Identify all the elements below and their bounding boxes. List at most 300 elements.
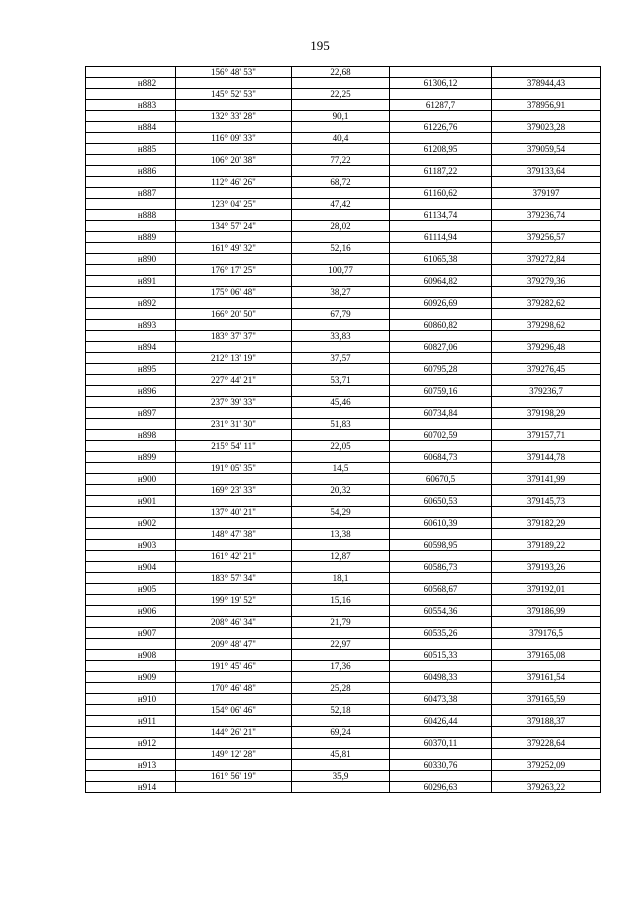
length-cell: 21,79 (292, 617, 390, 628)
point-row (86, 144, 601, 155)
x-cell (390, 265, 492, 276)
length-cell: 40,4 (292, 133, 390, 144)
x-cell: 60296,63 (390, 782, 492, 793)
length-cell: 38,27 (292, 287, 390, 298)
y-cell: 379256,57 (492, 232, 601, 243)
angle-cell: 144° 26' 21" (176, 727, 292, 738)
angle-cell (176, 342, 292, 353)
segment-row (86, 397, 601, 408)
y-cell (492, 441, 601, 452)
angle-cell: 116° 09' 33" (176, 133, 292, 144)
point-cell: н892 (86, 298, 176, 309)
x-cell: 60568,67 (390, 584, 492, 595)
point-cell: н905 (86, 584, 176, 595)
x-cell: 61160,62 (390, 188, 492, 199)
y-cell (492, 683, 601, 694)
y-cell: 379165,59 (492, 694, 601, 705)
length-cell (292, 320, 390, 331)
angle-cell (176, 232, 292, 243)
y-cell (492, 551, 601, 562)
x-cell (390, 727, 492, 738)
point-cell: н910 (86, 694, 176, 705)
x-cell: 60610,39 (390, 518, 492, 529)
length-cell: 54,29 (292, 507, 390, 518)
length-cell: 45,81 (292, 749, 390, 760)
segment-row (86, 485, 601, 496)
length-cell (292, 716, 390, 727)
angle-cell: 208° 46' 34" (176, 617, 292, 628)
angle-cell (176, 386, 292, 397)
angle-cell (176, 122, 292, 133)
x-cell (390, 397, 492, 408)
point-cell (86, 111, 176, 122)
x-cell: 60670,5 (390, 474, 492, 485)
length-cell: 90,1 (292, 111, 390, 122)
point-cell: н903 (86, 540, 176, 551)
length-cell: 53,71 (292, 375, 390, 386)
x-cell: 60684,73 (390, 452, 492, 463)
point-cell (86, 133, 176, 144)
angle-cell: 145° 52' 53" (176, 89, 292, 100)
angle-cell (176, 716, 292, 727)
point-row (86, 298, 601, 309)
y-cell (492, 89, 601, 100)
angle-cell (176, 694, 292, 705)
point-cell (86, 529, 176, 540)
angle-cell (176, 144, 292, 155)
y-cell: 379252,09 (492, 760, 601, 771)
x-cell (390, 199, 492, 210)
point-row (86, 584, 601, 595)
point-row (86, 628, 601, 639)
y-cell: 379198,29 (492, 408, 601, 419)
angle-cell (176, 474, 292, 485)
segment-row (86, 507, 601, 518)
y-cell (492, 177, 601, 188)
length-cell (292, 342, 390, 353)
point-row (86, 408, 601, 419)
segment-row (86, 617, 601, 628)
x-cell: 60473,38 (390, 694, 492, 705)
length-cell: 77,22 (292, 155, 390, 166)
length-cell (292, 188, 390, 199)
angle-cell (176, 210, 292, 221)
point-cell: н897 (86, 408, 176, 419)
point-cell: н885 (86, 144, 176, 155)
x-cell (390, 529, 492, 540)
segment-row (86, 199, 601, 210)
segment-row (86, 639, 601, 650)
point-cell: н882 (86, 78, 176, 89)
x-cell: 60926,69 (390, 298, 492, 309)
x-cell (390, 67, 492, 78)
y-cell (492, 199, 601, 210)
segment-row (86, 221, 601, 232)
angle-cell: 191° 45' 46" (176, 661, 292, 672)
length-cell (292, 518, 390, 529)
angle-cell: 154° 06' 46" (176, 705, 292, 716)
y-cell (492, 133, 601, 144)
x-cell (390, 287, 492, 298)
x-cell (390, 573, 492, 584)
y-cell: 379236,74 (492, 210, 601, 221)
point-cell: н884 (86, 122, 176, 133)
angle-cell: 199° 19' 52" (176, 595, 292, 606)
segment-row (86, 111, 601, 122)
y-cell: 378944,43 (492, 78, 601, 89)
point-cell (86, 265, 176, 276)
point-cell: н900 (86, 474, 176, 485)
x-cell: 60370,11 (390, 738, 492, 749)
point-row (86, 694, 601, 705)
x-cell (390, 771, 492, 782)
angle-cell: 237° 39' 33" (176, 397, 292, 408)
y-cell (492, 595, 601, 606)
length-cell: 22,05 (292, 441, 390, 452)
x-cell: 60827,06 (390, 342, 492, 353)
segment-row (86, 419, 601, 430)
point-cell (86, 67, 176, 78)
point-cell (86, 573, 176, 584)
segment-row (86, 441, 601, 452)
length-cell (292, 430, 390, 441)
point-cell (86, 507, 176, 518)
point-row (86, 386, 601, 397)
point-row (86, 760, 601, 771)
y-cell (492, 331, 601, 342)
length-cell: 28,02 (292, 221, 390, 232)
length-cell (292, 474, 390, 485)
point-row (86, 166, 601, 177)
point-cell: н898 (86, 430, 176, 441)
segment-row (86, 309, 601, 320)
segment-row (86, 265, 601, 276)
x-cell (390, 485, 492, 496)
x-cell: 61287,7 (390, 100, 492, 111)
length-cell (292, 408, 390, 419)
y-cell: 379182,29 (492, 518, 601, 529)
angle-cell: 215° 54' 11" (176, 441, 292, 452)
length-cell: 68,72 (292, 177, 390, 188)
y-cell: 379193,26 (492, 562, 601, 573)
point-cell: н895 (86, 364, 176, 375)
length-cell: 33,83 (292, 331, 390, 342)
point-cell (86, 155, 176, 166)
angle-cell (176, 298, 292, 309)
segment-row (86, 177, 601, 188)
segment-row (86, 243, 601, 254)
length-cell: 100,77 (292, 265, 390, 276)
point-cell: н908 (86, 650, 176, 661)
point-cell (86, 221, 176, 232)
x-cell (390, 617, 492, 628)
x-cell (390, 111, 492, 122)
x-cell: 60330,76 (390, 760, 492, 771)
length-cell: 17,36 (292, 661, 390, 672)
point-row (86, 562, 601, 573)
point-row (86, 474, 601, 485)
angle-cell (176, 628, 292, 639)
angle-cell: 209° 48' 47" (176, 639, 292, 650)
x-cell: 60702,59 (390, 430, 492, 441)
y-cell (492, 573, 601, 584)
angle-cell: 161° 56' 19" (176, 771, 292, 782)
angle-cell (176, 584, 292, 595)
x-cell: 60795,28 (390, 364, 492, 375)
x-cell (390, 749, 492, 760)
x-cell: 60734,84 (390, 408, 492, 419)
y-cell: 379296,48 (492, 342, 601, 353)
y-cell: 379188,37 (492, 716, 601, 727)
angle-cell (176, 760, 292, 771)
coordinates-table-body (86, 67, 601, 793)
y-cell: 379145,73 (492, 496, 601, 507)
y-cell: 379192,01 (492, 584, 601, 595)
angle-cell (176, 606, 292, 617)
angle-cell: 170° 46' 48" (176, 683, 292, 694)
point-cell (86, 243, 176, 254)
x-cell (390, 243, 492, 254)
x-cell (390, 419, 492, 430)
length-cell (292, 628, 390, 639)
point-cell (86, 375, 176, 386)
y-cell (492, 661, 601, 672)
angle-cell (176, 518, 292, 529)
angle-cell (176, 276, 292, 287)
x-cell (390, 595, 492, 606)
segment-row (86, 353, 601, 364)
x-cell: 60759,16 (390, 386, 492, 397)
point-cell (86, 595, 176, 606)
point-row (86, 606, 601, 617)
x-cell: 60964,82 (390, 276, 492, 287)
y-cell: 379186,99 (492, 606, 601, 617)
x-cell: 61208,95 (390, 144, 492, 155)
x-cell (390, 551, 492, 562)
y-cell (492, 705, 601, 716)
point-cell (86, 199, 176, 210)
point-row (86, 672, 601, 683)
segment-row (86, 463, 601, 474)
length-cell: 20,32 (292, 485, 390, 496)
angle-cell: 183° 57' 34" (176, 573, 292, 584)
y-cell: 379197 (492, 188, 601, 199)
angle-cell: 176° 17' 25" (176, 265, 292, 276)
point-cell: н901 (86, 496, 176, 507)
length-cell (292, 496, 390, 507)
length-cell: 25,28 (292, 683, 390, 694)
angle-cell: 106° 20' 38" (176, 155, 292, 166)
length-cell: 52,16 (292, 243, 390, 254)
angle-cell: 148° 47' 38" (176, 529, 292, 540)
angle-cell (176, 188, 292, 199)
y-cell (492, 639, 601, 650)
y-cell: 379176,5 (492, 628, 601, 639)
length-cell (292, 540, 390, 551)
x-cell: 60535,26 (390, 628, 492, 639)
point-row (86, 716, 601, 727)
segment-row (86, 705, 601, 716)
angle-cell (176, 100, 292, 111)
point-cell: н909 (86, 672, 176, 683)
point-cell (86, 331, 176, 342)
angle-cell: 161° 42' 21" (176, 551, 292, 562)
x-cell: 61134,74 (390, 210, 492, 221)
length-cell (292, 584, 390, 595)
length-cell: 52,18 (292, 705, 390, 716)
length-cell: 69,24 (292, 727, 390, 738)
angle-cell: 156° 48' 53" (176, 67, 292, 78)
point-cell (86, 463, 176, 474)
x-cell: 61114,94 (390, 232, 492, 243)
length-cell: 22,25 (292, 89, 390, 100)
length-cell: 51,83 (292, 419, 390, 430)
x-cell (390, 463, 492, 474)
point-row (86, 518, 601, 529)
angle-cell (176, 254, 292, 265)
angle-cell: 137° 40' 21" (176, 507, 292, 518)
point-cell: н894 (86, 342, 176, 353)
y-cell (492, 111, 601, 122)
y-cell: 379023,28 (492, 122, 601, 133)
length-cell: 14,5 (292, 463, 390, 474)
segment-row (86, 133, 601, 144)
x-cell (390, 705, 492, 716)
angle-cell (176, 540, 292, 551)
length-cell: 18,1 (292, 573, 390, 584)
y-cell (492, 265, 601, 276)
y-cell (492, 529, 601, 540)
point-row (86, 188, 601, 199)
length-cell (292, 144, 390, 155)
y-cell: 379161,54 (492, 672, 601, 683)
y-cell: 379236,7 (492, 386, 601, 397)
segment-row (86, 155, 601, 166)
point-cell (86, 309, 176, 320)
segment-row (86, 573, 601, 584)
point-row (86, 78, 601, 89)
x-cell (390, 309, 492, 320)
length-cell (292, 276, 390, 287)
x-cell: 60554,36 (390, 606, 492, 617)
point-row (86, 100, 601, 111)
point-cell (86, 661, 176, 672)
angle-cell: 166° 20' 50" (176, 309, 292, 320)
point-row (86, 276, 601, 287)
point-cell: н888 (86, 210, 176, 221)
length-cell (292, 782, 390, 793)
point-row (86, 364, 601, 375)
segment-row (86, 727, 601, 738)
point-row (86, 210, 601, 221)
point-cell (86, 287, 176, 298)
point-cell (86, 617, 176, 628)
y-cell: 379141,99 (492, 474, 601, 485)
y-cell: 379059,54 (492, 144, 601, 155)
point-cell: н883 (86, 100, 176, 111)
point-row (86, 232, 601, 243)
point-row (86, 650, 601, 661)
point-cell (86, 683, 176, 694)
y-cell (492, 507, 601, 518)
angle-cell: 161° 49' 32" (176, 243, 292, 254)
angle-cell (176, 78, 292, 89)
angle-cell (176, 408, 292, 419)
y-cell (492, 749, 601, 760)
length-cell: 47,42 (292, 199, 390, 210)
x-cell (390, 331, 492, 342)
x-cell (390, 441, 492, 452)
y-cell (492, 397, 601, 408)
point-cell: н904 (86, 562, 176, 573)
x-cell (390, 639, 492, 650)
angle-cell (176, 452, 292, 463)
angle-cell (176, 320, 292, 331)
y-cell (492, 221, 601, 232)
x-cell (390, 353, 492, 364)
angle-cell: 231° 31' 30" (176, 419, 292, 430)
x-cell (390, 133, 492, 144)
angle-cell (176, 364, 292, 375)
point-cell (86, 177, 176, 188)
angle-cell: 183° 37' 37" (176, 331, 292, 342)
angle-cell: 112° 46' 26" (176, 177, 292, 188)
length-cell: 22,97 (292, 639, 390, 650)
x-cell: 60598,95 (390, 540, 492, 551)
point-row (86, 738, 601, 749)
length-cell (292, 650, 390, 661)
angle-cell: 123° 04' 25" (176, 199, 292, 210)
point-row (86, 320, 601, 331)
angle-cell: 175° 06' 48" (176, 287, 292, 298)
y-cell: 379165,08 (492, 650, 601, 661)
segment-row (86, 331, 601, 342)
point-cell: н896 (86, 386, 176, 397)
length-cell (292, 452, 390, 463)
y-cell: 379298,62 (492, 320, 601, 331)
length-cell: 35,9 (292, 771, 390, 782)
point-cell (86, 419, 176, 430)
length-cell: 15,16 (292, 595, 390, 606)
segment-row (86, 551, 601, 562)
point-row (86, 540, 601, 551)
length-cell (292, 738, 390, 749)
segment-row (86, 287, 601, 298)
y-cell (492, 243, 601, 254)
point-cell: н891 (86, 276, 176, 287)
point-cell: н911 (86, 716, 176, 727)
length-cell (292, 254, 390, 265)
point-cell: н902 (86, 518, 176, 529)
angle-cell (176, 562, 292, 573)
length-cell (292, 78, 390, 89)
point-row (86, 452, 601, 463)
length-cell: 22,68 (292, 67, 390, 78)
point-cell: н899 (86, 452, 176, 463)
x-cell: 60498,33 (390, 672, 492, 683)
segment-row (86, 529, 601, 540)
length-cell: 12,87 (292, 551, 390, 562)
x-cell (390, 221, 492, 232)
length-cell (292, 386, 390, 397)
x-cell (390, 89, 492, 100)
length-cell (292, 232, 390, 243)
y-cell (492, 155, 601, 166)
y-cell (492, 375, 601, 386)
x-cell (390, 683, 492, 694)
length-cell (292, 760, 390, 771)
x-cell: 60426,44 (390, 716, 492, 727)
